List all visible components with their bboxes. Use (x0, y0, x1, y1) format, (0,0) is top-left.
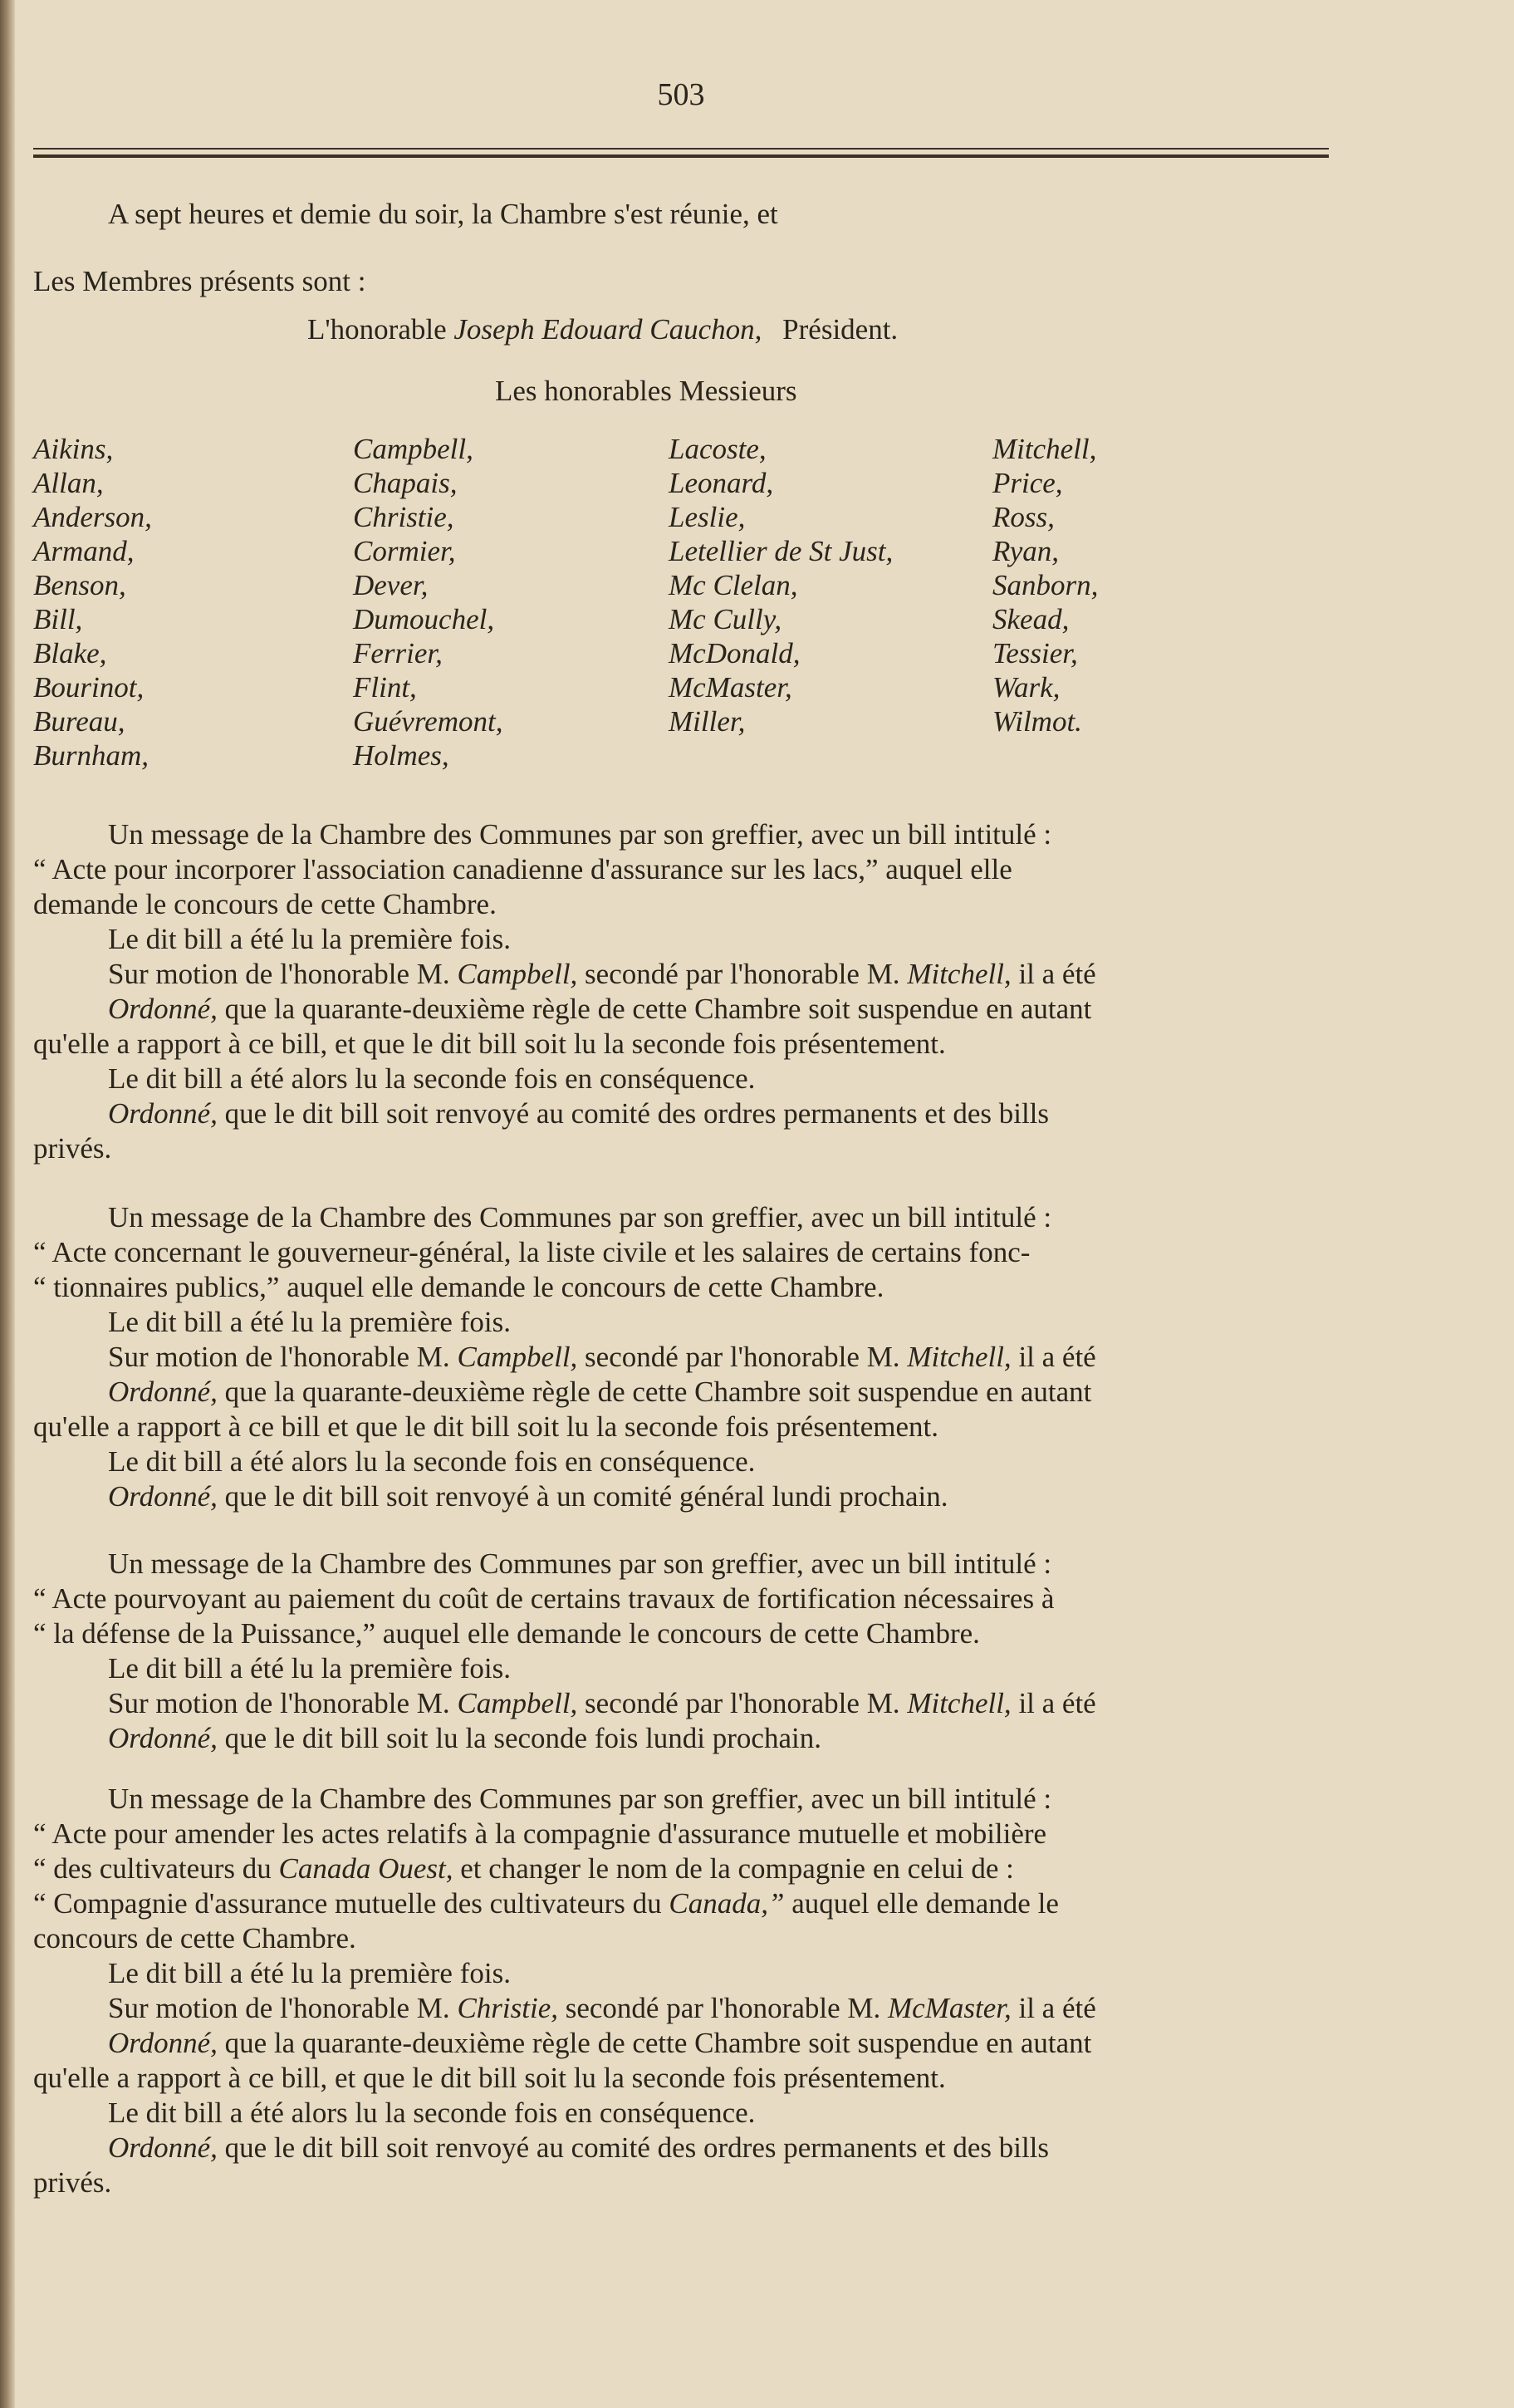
header-rule-thin (33, 148, 1329, 150)
member-name: Dumouchel, (353, 603, 495, 635)
member-name: Allan, (33, 467, 104, 499)
member-name: Ryan, (992, 535, 1060, 567)
member-name: Campbell, (353, 433, 473, 465)
member-name: Benson, (33, 569, 126, 601)
member-name: Bureau, (33, 705, 125, 738)
message-3: Un message de la Chambre des Communes par son greffier, avec un bill intitulé : “ Acte pourvoyant au paiement du coût de certains travaux de fortification nécessaires à “ la défense de la Puissance,” auquel elle demande le concours de cette Chambre. Le dit bill a été lu la première fois. Sur motion de l'honorable M. Campbell, secondé par l'honorable M. Mitchell, il a été Ordonné, que le dit bill soit lu la seconde fois lundi prochain. (33, 1547, 1096, 1754)
member-name: Price, (992, 467, 1063, 499)
member-name: Guévremont, (353, 705, 503, 738)
member-name: Ferrier, (353, 637, 443, 669)
member-name: McDonald, (669, 637, 801, 669)
member-name: Miller, (669, 705, 746, 738)
president-line: L'honorable Joseph Edouard Cauchon, Président. (307, 313, 899, 346)
members-list (33, 432, 1329, 772)
member-name: Flint, (353, 671, 417, 704)
members-column-4 (992, 432, 1329, 772)
member-name: Holmes, (353, 739, 449, 772)
member-name: Aikins, (33, 433, 114, 465)
message-4: Un message de la Chambre des Communes par son greffier, avec un bill intitulé : “ Acte pour amender les actes relatifs à la compagnie d'assurance mutuelle et mobilière “ des cultivateurs du Canada Ouest, et changer le nom de la compagnie en celui de : “ Compagnie d'assurance mutuelle des cultivateurs du Canada,” auquel elle demande le concours de cette Chambre. Le dit bill a été lu la première fois. Sur motion de l'honorable M. Christie, secondé par l'honorable M. McMaster, il a été Ordonné, que la quarante-deuxième règle de cette Chambre soit suspendue en autant qu'elle a rapport à ce bill, et que le dit bill soit lu la seconde fois présentement. Le dit bill a été alors lu la seconde fois en conséquence. Ordonné, que le dit bill soit renvoyé au comité des ordres permanents et des bills privés. (33, 1783, 1096, 2199)
members-column-2 (353, 432, 669, 772)
members-intro: Les Membres présents sont : (33, 265, 366, 297)
header-rule-thick (33, 154, 1329, 158)
member-name: Bill, (33, 603, 83, 635)
page-binding-edge (0, 0, 15, 2408)
sitting-intro: A sept heures et demie du soir, la Chambre s'est réunie, et (108, 198, 778, 230)
member-name: Mitchell, (992, 433, 1097, 465)
member-name: Ross, (992, 501, 1055, 533)
member-name: Tessier, (992, 637, 1078, 669)
member-name: Burnham, (33, 739, 149, 772)
member-name: Wark, (992, 671, 1061, 704)
member-name: Anderson, (33, 501, 152, 533)
members-column-3 (669, 432, 992, 772)
messieurs-heading: Les honorables Messieurs (495, 375, 797, 407)
member-name: Leonard, (669, 467, 774, 499)
message-1: Un message de la Chambre des Communes par son greffier, avec un bill intitulé : “ Acte pour incorporer l'association canadienne d'assurance sur les lacs,” auquel elle demande le concours de cette Chambre. Le dit bill a été lu la première fois. Sur motion de l'honorable M. Campbell, secondé par l'honorable M. Mitchell, il a été Ordonné, que la quarante-deuxième règle de cette Chambre soit suspendue en autant qu'elle a rapport à ce bill, et que le dit bill soit lu la seconde fois présentement. Le dit bill a été alors lu la seconde fois en conséquence. Ordonné, que le dit bill soit renvoyé au comité des ordres permanents et des bills privés. (33, 818, 1096, 1165)
member-name: Skead, (992, 603, 1070, 635)
member-name: Letellier de St Just, (669, 535, 894, 567)
member-name: Bourinot, (33, 671, 145, 704)
member-name: Dever, (353, 569, 429, 601)
members-column-1 (33, 432, 353, 772)
document-page (33, 0, 1329, 2408)
member-name: Lacoste, (669, 433, 767, 465)
member-name: Chapais, (353, 467, 458, 499)
member-name: Mc Clelan, (669, 569, 798, 601)
member-name: Armand, (33, 535, 135, 567)
member-name: Mc Cully, (669, 603, 782, 635)
member-name: Leslie, (669, 501, 746, 533)
member-name: Cormier, (353, 535, 456, 567)
member-name: Christie, (353, 501, 454, 533)
member-name: McMaster, (669, 671, 792, 704)
page-number: 503 (657, 77, 705, 112)
member-name: Blake, (33, 637, 107, 669)
member-name: Sanborn, (992, 569, 1099, 601)
message-2: Un message de la Chambre des Communes par son greffier, avec un bill intitulé : “ Acte concernant le gouverneur-général, la liste civile et les salaires de certains fonc- “ tionnaires publics,” auquel elle demande le concours de cette Chambre. Le dit bill a été lu la première fois. Sur motion de l'honorable M. Campbell, secondé par l'honorable M. Mitchell, il a été Ordonné, que la quarante-deuxième règle de cette Chambre soit suspendue en autant qu'elle a rapport à ce bill et que le dit bill soit lu la seconde fois présentement. Le dit bill a été alors lu la seconde fois en conséquence. Ordonné, que le dit bill soit renvoyé à un comité général lundi prochain. (33, 1201, 1096, 1513)
member-name: Wilmot. (992, 705, 1082, 738)
